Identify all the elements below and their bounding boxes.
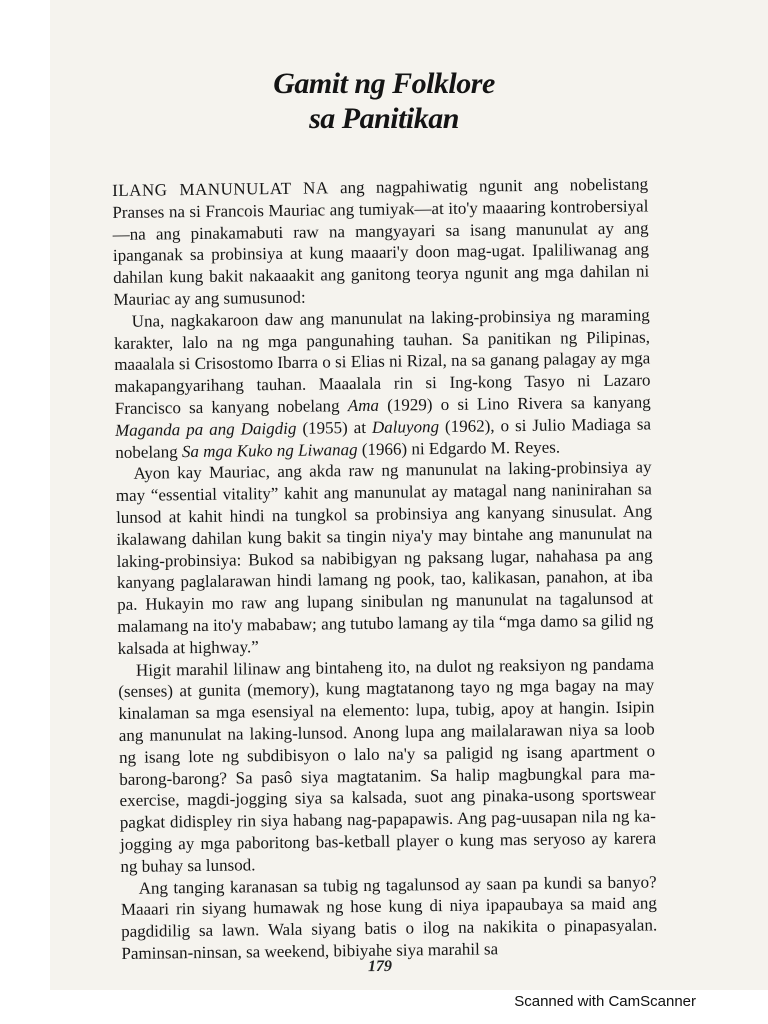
- book-title-text: Ama: [347, 395, 380, 416]
- paragraph-2-text: (1962), o si Julio Madiaga sa nobelang: [115, 414, 652, 462]
- paragraph-2-text: (1966) ni Edgardo M. Reyes.: [357, 437, 561, 459]
- paragraph-2: [114, 304, 652, 463]
- paragraph-5: Ang tanging karanasan sa tubig ng tagalunsod ay saan pa kundi sa banyo? Maaari rin siyang humawak ng hose kung di niya ipapaubaya sa maid ang pagdidilig sa lawn. Wala siyang batis o ilog na nakikita o pinapasyalan. Paminsan-ninsan, sa weekend, bibiyahe siya marahil sa: [120, 871, 658, 963]
- book-title-text: Daluyong: [371, 416, 440, 437]
- paragraph-1-text: ang nagpahiwatig ngunit ang nobelistang Pranses na si Francois Mauriac ang tumiyak—at ito'y maaaring kontrobersiyal—na ang pinakamabuti raw na mangyayari sa isang manunulat ay ang ipanganak sa probinsiya at kung maaari'y doon mag-ugat. Ipaliliwanag ang dahilan kung bakit nakaaakit ang ganitong teorya ngunit ang mga dahilan ni Mauriac ay ang sumusunod:: [112, 174, 650, 309]
- body-text: [112, 173, 658, 964]
- paragraph-2-text: (1929) o si Lino Rivera sa kanyang: [378, 392, 651, 415]
- chapter-title-line-1: Gamit ng Folklore: [273, 67, 495, 100]
- chapter-title-line-2: sa Panitikan: [309, 102, 459, 135]
- lead-in-text: ILANG MANUNULAT NA: [112, 178, 329, 200]
- scanner-watermark: Scanned with CamScanner: [514, 993, 696, 1010]
- paragraph-2-text: Una, nagkakaroon daw ang manunulat na laking-probinsiya ng maraming karakter, lalo na ng mga pangunahing tauhan. Sa panitikan ng Pilipinas, maaalala si Crisostomo Ibarra o si Elias ni Rizal, na sa ganang palagay ay mga makapangyarihang tauhan. Maaalala rin si Ing-kong Tasyo ni Lazaro Francisco sa kanyang nobelang: [113, 305, 651, 418]
- paragraph-4: Higit marahil lilinaw ang bintaheng ito, na dulot ng reaksiyon ng pandama (senses) at gunita (memory), kung magtatanong tayo ng mga bagay na may kinalaman sa mga esensiyal na elemento: lupa, tubig, apoy at hangin. Isipin ang manunulat na laking-lunsod. Anong lupa ang mailalarawan niya sa loob ng isang lote ng subdibisyon o lalo na'y sa paligid ng isang apartment o barong-barong? Sa pasô siya magtatanim. Sa halip magbungkal para ma-exercise, magdi-jogging siya sa kalsada, suot ang pinaka-usong sportswear pagkat didispley rin siya habang nag-papapawis. Ang pag-uusapan nila ng ka-jogging ay mga paboritong bas-ketball player o kung mas seryoso ay karera ng buhay sa lunsod.: [118, 653, 657, 876]
- book-title-text: Maganda pa ang Daigdig: [114, 418, 297, 440]
- paragraph-2-text: (1955) at: [296, 417, 373, 438]
- page-number: 179: [367, 957, 393, 976]
- paragraph-1: [112, 173, 650, 310]
- paragraph-3: Ayon kay Mauriac, ang akda raw ng manunulat na laking-probinsiya ay may “essential vitality” kahit ang manunulat ay matagal nang naninirahan sa lunsod at kahit hindi na tungkol sa probinsiya ang kanyang sinusulat. Ang ikalawang dahilan kung bakit sa tingin niya'y may bintahe ang manunulat na laking-probinsiya: Bukod sa nabibigyan ng paksang lugar, nahahasa pa ang kanyang paglalarawan hindi lamang ng pook, tao, kalikasan, panahon, at iba pa. Hukayin mo raw ang lupang sinibulan ng manunulat na tagalunsod at malamang na ito'y mababaw; ang tutubo lamang ay tila “mga damo sa gilid ng kalsada at highway.”: [115, 457, 654, 658]
- book-title-text: Sa mga Kuko ng Liwanag: [181, 439, 358, 461]
